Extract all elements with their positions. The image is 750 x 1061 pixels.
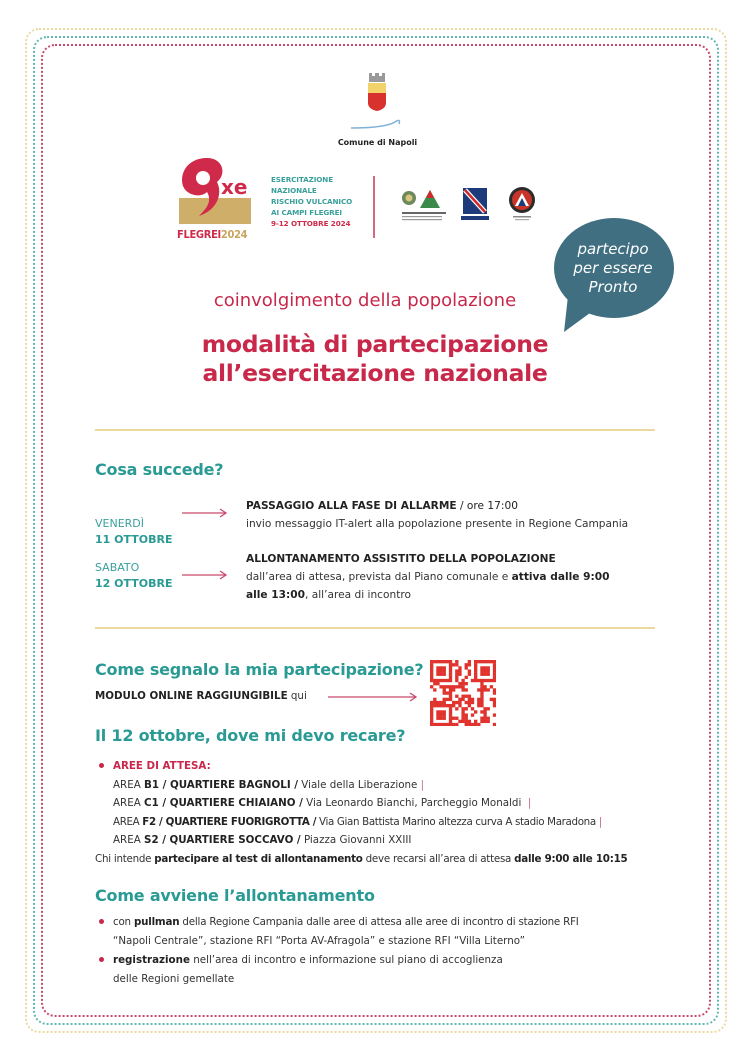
- qr-module: [439, 660, 442, 663]
- arrow-right-icon: [182, 570, 228, 580]
- qr-module: [430, 676, 433, 679]
- qr-module: [443, 673, 446, 676]
- qr-module: [446, 660, 449, 663]
- qr-module: [465, 663, 468, 666]
- qr-module: [487, 688, 490, 691]
- qr-module: [483, 660, 486, 663]
- qr-module: [458, 669, 461, 672]
- qr-module: [436, 673, 439, 676]
- allontanamento-list: con pullman della Regione Campania dalle aree di attesa alle aree di incontro di stazione RFI “Napoli Centrale”, stazione RFI “Porta AV-Afragola” e stazione RFI “Villa Literno” registrazione nell’area di incontro e informazione sul piano di accoglienza delle Regioni gemellate: [95, 913, 675, 989]
- qr-module: [449, 710, 452, 713]
- qr-module: [493, 673, 496, 676]
- qr-module: [430, 717, 433, 720]
- qr-module: [471, 707, 474, 710]
- arrow-right-icon: [182, 508, 228, 518]
- qr-module: [455, 701, 458, 704]
- qr-module: [483, 717, 486, 720]
- qr-module: [480, 682, 483, 685]
- qr-module: [480, 717, 483, 720]
- qr-module: [474, 666, 477, 669]
- list-item: registrazione nell’area di incontro e informazione sul piano di accoglienza: [95, 951, 675, 970]
- qr-module: [449, 660, 452, 663]
- qr-module: [471, 701, 474, 704]
- qr-module: [461, 713, 464, 716]
- list-item: AREA C1 / QUARTIERE CHIAIANO / Via Leonardo Bianchi, Parcheggio Monaldi |: [113, 797, 532, 809]
- qr-module: [468, 669, 471, 672]
- qr-module: [433, 723, 436, 726]
- qr-module: [458, 704, 461, 707]
- header-divider: [373, 176, 375, 238]
- qr-module: [433, 704, 436, 707]
- qr-module: [455, 707, 458, 710]
- qr-module: [471, 713, 474, 716]
- qr-module: [487, 660, 490, 663]
- qr-module: [487, 707, 490, 710]
- qr-module: [458, 673, 461, 676]
- qr-module: [471, 698, 474, 701]
- section-title-dove: Il 12 ottobre, dove mi devo recare?: [95, 726, 406, 745]
- qr-module: [483, 685, 486, 688]
- test-note: Chi intende partecipare al test di allontanamento deve recarsi all’area di attesa dalle 9:00 alle 10:15: [95, 852, 628, 865]
- qr-module: [465, 717, 468, 720]
- bullet-icon: [99, 957, 104, 962]
- qr-module: [458, 720, 461, 723]
- qr-module: [490, 679, 493, 682]
- qr-module: [493, 676, 496, 679]
- qr-module: [443, 685, 446, 688]
- qr-module: [465, 688, 468, 691]
- event-allarme: PASSAGGIO ALLA FASE DI ALLARME / ore 17:00 invio messaggio IT-alert alla popolazione presente in Regione Campania: [246, 500, 629, 530]
- qr-module: [443, 688, 446, 691]
- qr-module: [430, 713, 433, 716]
- qr-module: [449, 707, 452, 710]
- qr-module: [474, 660, 477, 663]
- qr-module: [480, 698, 483, 701]
- qr-module: [443, 723, 446, 726]
- qr-module: [483, 666, 486, 669]
- qr-module: [490, 698, 493, 701]
- qr-module: [430, 669, 433, 672]
- section-title-cosa-succede: Cosa succede?: [95, 460, 224, 479]
- qr-module: [446, 679, 449, 682]
- aree-di-attesa-list: [95, 757, 675, 868]
- qr-module: [461, 710, 464, 713]
- qr-module: [446, 685, 449, 688]
- qr-module: [436, 666, 439, 669]
- qr-module: [446, 704, 449, 707]
- qr-module: [480, 710, 483, 713]
- divider: [95, 429, 655, 431]
- qr-module: [461, 695, 464, 698]
- qr-module: [433, 660, 436, 663]
- qr-module: [439, 685, 442, 688]
- qr-module: [468, 663, 471, 666]
- page-subtitle: coinvolgimento della popolazione: [213, 290, 517, 311]
- qr-module: [436, 679, 439, 682]
- qr-module: [452, 685, 455, 688]
- qr-module: [490, 685, 493, 688]
- qr-module: [480, 660, 483, 663]
- qr-module: [430, 701, 433, 704]
- flegrei-2024-wordmark: FLEGREI2024: [177, 228, 248, 241]
- qr-module: [446, 698, 449, 701]
- qr-module: [474, 663, 477, 666]
- qr-module: [449, 698, 452, 701]
- qr-module: [461, 720, 464, 723]
- qr-module: [439, 673, 442, 676]
- bullet-icon: [99, 919, 104, 924]
- qr-module: [493, 663, 496, 666]
- arrow-right-icon: [328, 692, 418, 702]
- qr-module: [439, 704, 442, 707]
- exercise-info: ESERCITAZIONE NAZIONALE RISCHIO VULCANICO AI CAMPI FLEGREI 9-12 OTTOBRE 2024: [271, 175, 353, 228]
- qr-module: [443, 701, 446, 704]
- qr-module: [480, 669, 483, 672]
- qr-module: [455, 676, 458, 679]
- qr-module: [449, 666, 452, 669]
- section-title-partecipazione: Come segnalo la mia partecipazione?: [95, 660, 424, 679]
- qr-module: [474, 679, 477, 682]
- qr-module: [449, 673, 452, 676]
- qr-module: [430, 704, 433, 707]
- qr-module: [477, 701, 480, 704]
- bubble-slogan: partecipo per essere Pronto: [573, 240, 653, 296]
- qr-module: [439, 701, 442, 704]
- qr-module: [443, 679, 446, 682]
- qr-module: [458, 698, 461, 701]
- qr-module: [458, 701, 461, 704]
- qr-module: [461, 679, 464, 682]
- qr-module: [465, 723, 468, 726]
- qr-module: [455, 685, 458, 688]
- qr-module: [480, 720, 483, 723]
- qr-module: [480, 704, 483, 707]
- qr-code-icon[interactable]: [430, 660, 496, 726]
- qr-module: [487, 673, 490, 676]
- qr-module: [461, 688, 464, 691]
- qr-module: [433, 698, 436, 701]
- list-item: AREE DI ATTESA:: [95, 757, 675, 776]
- qr-module: [458, 682, 461, 685]
- qr-module: [483, 710, 486, 713]
- qr-module: [449, 663, 452, 666]
- qr-module: [465, 713, 468, 716]
- qr-module: [480, 666, 483, 669]
- qr-module: [493, 666, 496, 669]
- qr-module: [468, 701, 471, 704]
- qr-module: [477, 679, 480, 682]
- qr-module: [465, 676, 468, 679]
- qr-module: [439, 723, 442, 726]
- qr-module: [465, 682, 468, 685]
- qr-module: [465, 701, 468, 704]
- qr-module: [483, 673, 486, 676]
- section-title-allontanamento: Come avviene l’allontanamento: [95, 886, 375, 905]
- qr-module: [430, 723, 433, 726]
- qr-module: [455, 679, 458, 682]
- qr-module: [477, 723, 480, 726]
- qr-module: [480, 679, 483, 682]
- qr-module: [449, 669, 452, 672]
- qr-module: [449, 676, 452, 679]
- qr-module: [452, 723, 455, 726]
- qr-module: [452, 688, 455, 691]
- qr-module: [471, 723, 474, 726]
- day-label-saturday: SABATO 12 OTTOBRE: [95, 561, 173, 590]
- qr-module: [465, 695, 468, 698]
- qr-module: [487, 666, 490, 669]
- qr-module: [474, 676, 477, 679]
- qr-module: [433, 688, 436, 691]
- qr-module: [449, 679, 452, 682]
- qr-module: [449, 717, 452, 720]
- qr-module: [483, 688, 486, 691]
- qr-module: [436, 713, 439, 716]
- qr-module: [430, 666, 433, 669]
- list-item: AREA F2 / QUARTIERE FUORIGROTTA / Via Gian Battista Marino altezza curva A stadio Maradona |: [113, 815, 602, 828]
- qr-module: [493, 669, 496, 672]
- qr-module: [493, 660, 496, 663]
- qr-module: [487, 720, 490, 723]
- qr-module: [474, 669, 477, 672]
- qr-module: [446, 723, 449, 726]
- bullet-icon: [99, 763, 104, 768]
- list-item: AREA B1 / QUARTIERE BAGNOLI / Viale della Liberazione |: [113, 778, 425, 791]
- qr-module: [487, 669, 490, 672]
- protezione-civile-regione-campania-logo-icon: [507, 186, 537, 222]
- qr-module: [474, 723, 477, 726]
- qr-module: [455, 695, 458, 698]
- qr-module: [436, 710, 439, 713]
- qr-module: [430, 679, 433, 682]
- qr-module: [455, 723, 458, 726]
- qr-module: [449, 704, 452, 707]
- qr-module: [443, 698, 446, 701]
- qr-module: [443, 713, 446, 716]
- qr-module: [452, 663, 455, 666]
- qr-module: [493, 701, 496, 704]
- qr-module: [477, 660, 480, 663]
- qr-module: [443, 666, 446, 669]
- exercise-dates: 9-12 OTTOBRE 2024: [271, 219, 351, 228]
- comune-label: Comune di Napoli: [337, 138, 418, 147]
- qr-module: [430, 673, 433, 676]
- qr-module: [436, 704, 439, 707]
- qr-module: [443, 660, 446, 663]
- qr-module: [443, 704, 446, 707]
- qr-module: [443, 717, 446, 720]
- qr-module: [433, 682, 436, 685]
- qr-module: [439, 713, 442, 716]
- qr-module: [483, 713, 486, 716]
- qr-module: [449, 688, 452, 691]
- qr-module: [443, 669, 446, 672]
- day-label-friday: VENERDÌ 11 OTTOBRE: [95, 517, 173, 546]
- modulo-online-link[interactable]: MODULO ONLINE RAGGIUNGIBILE qui: [95, 690, 307, 702]
- qr-module: [461, 698, 464, 701]
- qr-module: [461, 685, 464, 688]
- qr-module: [439, 669, 442, 672]
- qr-module: [449, 695, 452, 698]
- qr-module: [483, 669, 486, 672]
- event-allontanamento: ALLONTANAMENTO ASSISTITO DELLA POPOLAZIONE dall’area di attesa, prevista dal Piano comunale e attiva dalle 9:00 alle 13:00, all’area di incontro: [246, 553, 610, 601]
- qr-module: [436, 669, 439, 672]
- protezione-civile-logo-icon: [400, 186, 448, 224]
- qr-module: [477, 688, 480, 691]
- qr-module: [449, 723, 452, 726]
- qr-module: [449, 713, 452, 716]
- qr-module: [436, 660, 439, 663]
- qr-module: [480, 701, 483, 704]
- qr-module: [480, 673, 483, 676]
- qr-module: [455, 663, 458, 666]
- qr-module: [468, 695, 471, 698]
- qr-module: [452, 704, 455, 707]
- qr-module: [468, 704, 471, 707]
- qr-module: [493, 713, 496, 716]
- qr-module: [483, 720, 486, 723]
- qr-module: [465, 666, 468, 669]
- qr-module: [480, 685, 483, 688]
- qr-module: [477, 704, 480, 707]
- qr-module: [458, 685, 461, 688]
- qr-module: [468, 720, 471, 723]
- qr-module: [455, 660, 458, 663]
- qr-module: [430, 660, 433, 663]
- qr-module: [487, 679, 490, 682]
- qr-module: [468, 698, 471, 701]
- qr-module: [461, 717, 464, 720]
- qr-module: [493, 704, 496, 707]
- qr-module: [452, 717, 455, 720]
- qr-module: [439, 717, 442, 720]
- qr-module: [430, 707, 433, 710]
- qr-module: [439, 679, 442, 682]
- qr-module: [452, 701, 455, 704]
- qr-module: [455, 717, 458, 720]
- regione-campania-logo-icon: [460, 186, 490, 224]
- qr-module: [474, 710, 477, 713]
- qr-module: [474, 673, 477, 676]
- qr-module: [493, 723, 496, 726]
- qr-module: [471, 679, 474, 682]
- qr-module: [433, 679, 436, 682]
- qr-module: [480, 688, 483, 691]
- qr-module: [449, 720, 452, 723]
- page-title: modalità di partecipazione all’esercitazione nazionale: [201, 330, 549, 387]
- qr-module: [480, 695, 483, 698]
- qr-module: [443, 691, 446, 694]
- qr-module: [461, 682, 464, 685]
- qr-module: [449, 691, 452, 694]
- qr-module: [490, 660, 493, 663]
- qr-module: [465, 720, 468, 723]
- qr-module: [468, 660, 471, 663]
- qr-module: [468, 723, 471, 726]
- list-item: AREA S2 / QUARTIERE SOCCAVO / Piazza Giovanni XXIII: [113, 834, 412, 846]
- qr-module: [449, 685, 452, 688]
- qr-module: [483, 707, 486, 710]
- qr-module: [455, 673, 458, 676]
- qr-module: [468, 673, 471, 676]
- qr-module: [493, 688, 496, 691]
- qr-module: [458, 666, 461, 669]
- qr-module: [474, 720, 477, 723]
- svg-text:xe: xe: [221, 175, 248, 199]
- qr-module: [493, 679, 496, 682]
- qr-module: [436, 723, 439, 726]
- qr-module: [493, 691, 496, 694]
- qr-module: [433, 701, 436, 704]
- qr-module: [477, 698, 480, 701]
- qr-module: [436, 682, 439, 685]
- qr-module: [487, 717, 490, 720]
- qr-module: [436, 717, 439, 720]
- qr-module: [430, 720, 433, 723]
- qr-module: [455, 669, 458, 672]
- qr-module: [461, 707, 464, 710]
- comune-napoli-crest-icon: [345, 72, 409, 134]
- divider: [95, 627, 655, 629]
- qr-module: [465, 707, 468, 710]
- qr-module: [483, 679, 486, 682]
- qr-module: [436, 701, 439, 704]
- qr-module: [480, 691, 483, 694]
- qr-module: [439, 666, 442, 669]
- qr-module: [430, 685, 433, 688]
- qr-module: [439, 710, 442, 713]
- qr-module: [493, 698, 496, 701]
- qr-module: [446, 691, 449, 694]
- qr-module: [430, 710, 433, 713]
- list-item: con pullman della Regione Campania dalle aree di attesa alle aree di incontro di stazione RFI: [95, 913, 675, 932]
- qr-module: [443, 710, 446, 713]
- qr-module: [430, 663, 433, 666]
